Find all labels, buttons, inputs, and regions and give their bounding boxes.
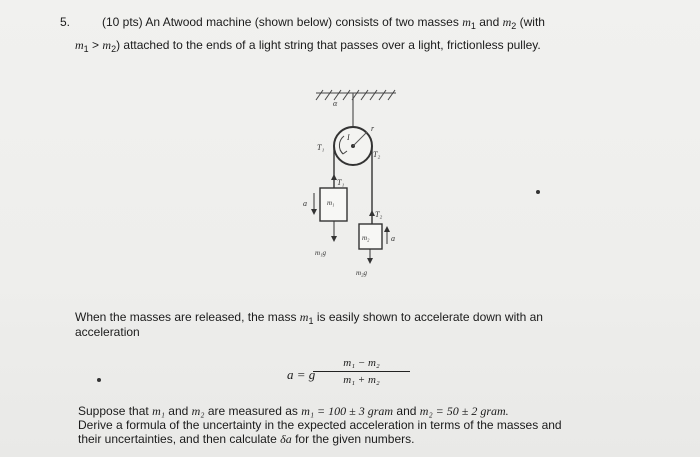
stray-dot bbox=[536, 190, 540, 194]
suppose-line-3-pre: their uncertainties, and then calculate bbox=[78, 432, 277, 446]
greater-than: > bbox=[92, 38, 100, 52]
equation-fraction bbox=[313, 357, 410, 386]
m2g-arrowhead bbox=[367, 258, 373, 264]
m1g-arrowhead bbox=[331, 236, 337, 242]
question-intro: (10 pts) An Atwood machine (shown below) consists of two masses bbox=[102, 15, 459, 29]
question-number: 5. bbox=[60, 15, 71, 29]
m2g-label: m₂g bbox=[356, 269, 367, 277]
T1-top-label: T₁ bbox=[317, 143, 325, 152]
fraction-bar bbox=[313, 371, 410, 372]
question-rest: ) attached to the ends of a light string that passes over a light, frictionless pulley. bbox=[116, 38, 541, 52]
paragraph-line-1 bbox=[75, 310, 543, 326]
T2-top-label: T₂ bbox=[373, 150, 381, 159]
a-right-label: a bbox=[391, 234, 395, 243]
equation-numerator: m₁ − m₂ bbox=[343, 357, 380, 369]
paragraph-post: is easily shown to accelerate down with an bbox=[316, 310, 543, 324]
m1-value: m₁ = 100 ± 3 gram bbox=[301, 404, 394, 418]
stray-dot bbox=[97, 378, 101, 382]
a-right-arrowhead bbox=[384, 226, 390, 232]
ceiling-hatch bbox=[316, 90, 396, 100]
m2-symbol: m₂ bbox=[191, 404, 205, 418]
a-left-label: a bbox=[303, 199, 307, 208]
m2-symbol: m bbox=[502, 15, 512, 29]
m1-subscript: 1 bbox=[470, 21, 476, 31]
and-word: and bbox=[396, 404, 417, 418]
m1-subscript: 1 bbox=[308, 316, 314, 326]
r-label: r bbox=[371, 124, 375, 133]
m2-subscript: 2 bbox=[111, 44, 117, 54]
m2-symbol: m bbox=[102, 38, 112, 52]
paragraph-pre: When the masses are released, the mass bbox=[75, 310, 297, 324]
suppose-line-3-post: for the given numbers. bbox=[295, 432, 415, 446]
m1-symbol: m bbox=[75, 38, 84, 52]
alpha-label: α bbox=[333, 99, 338, 108]
equation-lhs: a = g bbox=[287, 367, 316, 382]
and-word: and bbox=[479, 15, 500, 29]
suppose-line-3 bbox=[78, 432, 414, 447]
m1-subscript: 1 bbox=[83, 44, 89, 54]
m1-symbol: m bbox=[299, 310, 309, 324]
and-word: and bbox=[168, 404, 189, 418]
a-left-arrowhead bbox=[311, 209, 317, 215]
m2-subscript: 2 bbox=[511, 21, 517, 31]
m2-block-label: m₂ bbox=[362, 234, 370, 242]
paragraph-line-2: acceleration bbox=[75, 325, 140, 339]
m1-symbol: m₁ bbox=[152, 404, 165, 418]
m2-value: m₂ = 50 ± 2 gram. bbox=[419, 404, 509, 418]
suppose-line-1 bbox=[78, 404, 509, 419]
omega-label: I bbox=[347, 133, 350, 142]
equation-denominator: m₁ + m₂ bbox=[343, 374, 380, 386]
measured-as: are measured as bbox=[207, 404, 298, 418]
suppose-line-2: Derive a formula of the uncertainty in the expected acceleration in terms of the masses and bbox=[78, 418, 562, 432]
T1-block-label: T₁ bbox=[337, 178, 345, 187]
suppose-intro: Suppose that bbox=[78, 404, 149, 418]
delta-a: δa bbox=[280, 432, 292, 446]
m1-block-label: m₁ bbox=[327, 199, 335, 207]
m1g-label: m₁g bbox=[315, 249, 326, 257]
T2-block-label: T₂ bbox=[375, 210, 383, 219]
m1-symbol: m bbox=[462, 15, 471, 29]
with-word: (with bbox=[519, 15, 545, 29]
